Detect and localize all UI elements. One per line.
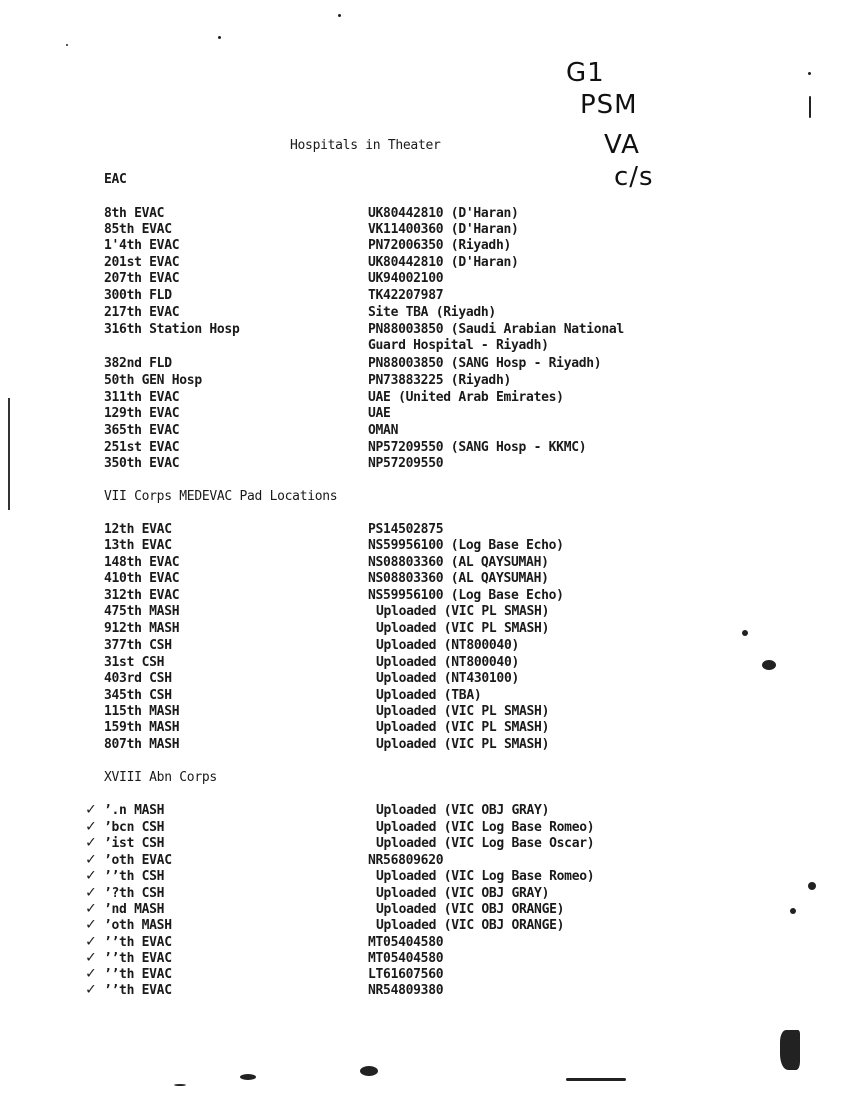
hospital-name: ’’th EVAC <box>104 983 172 998</box>
hospital-name: 251st EVAC <box>104 440 180 455</box>
hospital-location: Uploaded (VIC PL SMASH) <box>376 720 550 735</box>
hospital-name: 8th EVAC <box>104 206 165 221</box>
hospital-name: 345th CSH <box>104 688 172 703</box>
checkmark-icon: ✓ <box>86 865 96 884</box>
section-heading-eac: EAC <box>104 172 127 187</box>
hospital-location: UK80442810 (D'Haran) <box>368 206 519 221</box>
hospital-name: ’?th CSH <box>104 886 165 901</box>
page-title: Hospitals in Theater <box>290 138 441 153</box>
hospital-name: 365th EVAC <box>104 423 180 438</box>
hospital-name: 912th MASH <box>104 621 180 636</box>
hospital-location: MT05404580 <box>368 935 444 950</box>
hospital-location: NS59956100 (Log Base Echo) <box>368 588 564 603</box>
hospital-location: Uploaded (VIC PL SMASH) <box>376 704 550 719</box>
scan-speck <box>809 96 811 118</box>
hospital-name: 807th MASH <box>104 737 180 752</box>
hospital-name: 377th CSH <box>104 638 172 653</box>
hospital-name: 410th EVAC <box>104 571 180 586</box>
section-heading-vii-corps: VII Corps MEDEVAC Pad Locations <box>104 489 338 504</box>
hospital-name: ’’th EVAC <box>104 935 172 950</box>
hospital-location: NS08803360 (AL QAYSUMAH) <box>368 555 549 570</box>
checkmark-icon: ✓ <box>86 799 96 818</box>
scan-speck <box>790 908 796 914</box>
hospital-name: ’oth EVAC <box>104 853 172 868</box>
hospital-location: Uploaded (VIC OBJ ORANGE) <box>376 902 565 917</box>
hospital-location-continued: Guard Hospital - Riyadh) <box>368 338 549 353</box>
hospital-name: 207th EVAC <box>104 271 180 286</box>
hospital-name: ’bcn CSH <box>104 820 165 835</box>
hospital-name: 403rd CSH <box>104 671 172 686</box>
hospital-name: 159th MASH <box>104 720 180 735</box>
scan-speck <box>780 1030 800 1070</box>
hospital-location: PN88003850 (Saudi Arabian National <box>368 322 624 337</box>
hospital-location: Uploaded (VIC Log Base Romeo) <box>376 869 595 884</box>
hospital-name: 201st EVAC <box>104 255 180 270</box>
hospital-name: ’’th CSH <box>104 869 165 884</box>
scan-speck <box>174 1084 186 1086</box>
scan-speck <box>240 1074 256 1080</box>
hospital-location: UAE (United Arab Emirates) <box>368 390 564 405</box>
hospital-name: 300th FLD <box>104 288 172 303</box>
hospital-name: 316th Station Hosp <box>104 322 240 337</box>
hospital-location: Site TBA (Riyadh) <box>368 305 496 320</box>
hospital-location: LT61607560 <box>368 967 444 982</box>
section-heading-xviii-abn-corps: XVIII Abn Corps <box>104 770 217 785</box>
hospital-location: Uploaded (VIC OBJ GRAY) <box>376 803 550 818</box>
checkmark-icon: ✓ <box>86 816 96 835</box>
hospital-name: ’nd MASH <box>104 902 165 917</box>
checkmark-icon: ✓ <box>86 931 96 950</box>
hospital-location: OMAN <box>368 423 399 438</box>
hospital-name: ’’th EVAC <box>104 967 172 982</box>
hospital-name: ’’th EVAC <box>104 951 172 966</box>
hospital-location: PN88003850 (SANG Hosp - Riyadh) <box>368 356 602 371</box>
hospital-name: 115th MASH <box>104 704 180 719</box>
hospital-name: 475th MASH <box>104 604 180 619</box>
hospital-location: NP57209550 <box>368 456 444 471</box>
checkmark-icon: ✓ <box>86 947 96 966</box>
checkmark-icon: ✓ <box>86 914 96 933</box>
hospital-name: 129th EVAC <box>104 406 180 421</box>
scan-margin-line <box>8 398 10 510</box>
checkmark-icon: ✓ <box>86 963 96 982</box>
hospital-location: UK94002100 <box>368 271 444 286</box>
checkmark-icon: ✓ <box>86 882 96 901</box>
hospital-location: NR54809380 <box>368 983 444 998</box>
hospital-name: 217th EVAC <box>104 305 180 320</box>
hospital-name: ’ist CSH <box>104 836 165 851</box>
hospital-name: 148th EVAC <box>104 555 180 570</box>
hospital-location: MT05404580 <box>368 951 444 966</box>
scan-speck <box>808 882 816 890</box>
hospital-location: Uploaded (VIC Log Base Romeo) <box>376 820 595 835</box>
hospital-location: UK80442810 (D'Haran) <box>368 255 519 270</box>
scan-speck <box>762 660 776 670</box>
hospital-location: Uploaded (NT800040) <box>376 638 520 653</box>
hospital-location: UAE <box>368 406 391 421</box>
hospital-location: NS59956100 (Log Base Echo) <box>368 538 564 553</box>
hospital-location: Uploaded (VIC Log Base Oscar) <box>376 836 595 851</box>
hospital-name: 13th EVAC <box>104 538 172 553</box>
checkmark-icon: ✓ <box>86 832 96 851</box>
hospital-name: ’oth MASH <box>104 918 172 933</box>
checkmark-icon: ✓ <box>86 979 96 998</box>
hospital-location: VK11400360 (D'Haran) <box>368 222 519 237</box>
scan-speck <box>218 36 221 39</box>
hospital-location: PN72006350 (Riyadh) <box>368 238 512 253</box>
scan-speck <box>808 72 811 75</box>
scan-speck <box>742 630 748 636</box>
hospital-name: 312th EVAC <box>104 588 180 603</box>
hospital-location: NS08803360 (AL QAYSUMAH) <box>368 571 549 586</box>
hospital-name: 1'4th EVAC <box>104 238 180 253</box>
hospital-name: 12th EVAC <box>104 522 172 537</box>
hospital-location: Uploaded (VIC OBJ ORANGE) <box>376 918 565 933</box>
hospital-location: NR56809620 <box>368 853 444 868</box>
handwritten-note-g1: G1 <box>566 58 605 88</box>
hospital-location: PS14502875 <box>368 522 444 537</box>
scan-speck <box>360 1066 378 1076</box>
scan-speck <box>338 14 341 17</box>
hospital-location: TK42207987 <box>368 288 444 303</box>
hospital-name: 350th EVAC <box>104 456 180 471</box>
hospital-location: Uploaded (VIC OBJ GRAY) <box>376 886 550 901</box>
hospital-location: Uploaded (VIC PL SMASH) <box>376 621 550 636</box>
hospital-name: 382nd FLD <box>104 356 172 371</box>
checkmark-icon: ✓ <box>86 849 96 868</box>
handwritten-note-va: VA <box>604 130 640 160</box>
handwritten-note-cs: c/s <box>614 162 654 192</box>
hospital-location: Uploaded (VIC PL SMASH) <box>376 737 550 752</box>
hospital-location: Uploaded (TBA) <box>376 688 482 703</box>
hospital-location: Uploaded (NT430100) <box>376 671 520 686</box>
checkmark-icon: ✓ <box>86 898 96 917</box>
hospital-name: 85th EVAC <box>104 222 172 237</box>
hospital-name: 50th GEN Hosp <box>104 373 202 388</box>
hospital-name: ’.n MASH <box>104 803 165 818</box>
hospital-name: 311th EVAC <box>104 390 180 405</box>
hospital-location: PN73883225 (Riyadh) <box>368 373 512 388</box>
hospital-location: NP57209550 (SANG Hosp - KKMC) <box>368 440 587 455</box>
scan-speck <box>66 44 68 46</box>
hospital-location: Uploaded (NT800040) <box>376 655 520 670</box>
scan-speck <box>566 1078 626 1081</box>
hospital-name: 31st CSH <box>104 655 165 670</box>
handwritten-note-psm: PSM <box>580 90 638 120</box>
hospital-location: Uploaded (VIC PL SMASH) <box>376 604 550 619</box>
